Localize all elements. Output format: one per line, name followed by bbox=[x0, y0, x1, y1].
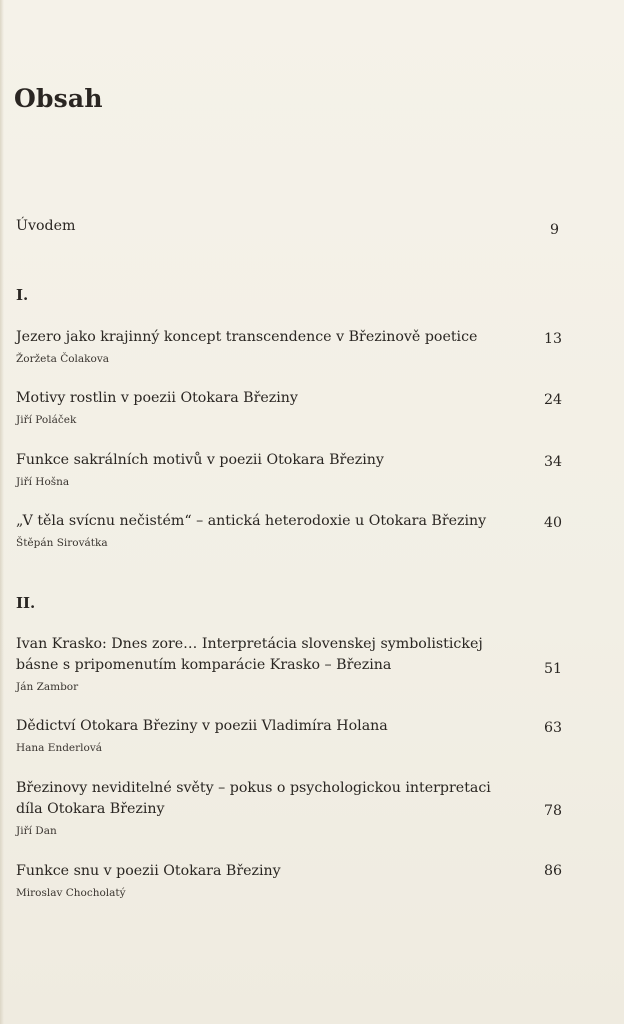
entry-author: Ján Zambor bbox=[16, 681, 79, 693]
page-edge-shadow bbox=[0, 0, 4, 1024]
entry-page-number: 86 bbox=[543, 863, 562, 879]
toc-entry bbox=[16, 778, 562, 837]
entry-page-number: 24 bbox=[543, 392, 562, 408]
entry-page-number: 63 bbox=[543, 720, 562, 736]
entry-title: Březinovy neviditelné světy – pokus o psychologickou interpretaci díla Otokara Březiny bbox=[16, 780, 491, 817]
toc-entry bbox=[16, 450, 562, 488]
toc-entry-intro bbox=[16, 218, 559, 238]
entry-page-number: 51 bbox=[543, 661, 562, 677]
toc-entry bbox=[16, 388, 562, 426]
entry-author: Jiří Hošna bbox=[16, 476, 70, 488]
toc-entry bbox=[16, 511, 562, 549]
section-label-2: II. bbox=[16, 594, 36, 612]
toc-entry bbox=[16, 716, 562, 754]
entry-author: Žoržeta Čolakova bbox=[16, 353, 110, 365]
entry-page-number: 78 bbox=[543, 803, 562, 819]
entry-title: Dědictví Otokara Březiny v poezii Vladimíra Holana bbox=[16, 718, 388, 734]
entry-author: Miroslav Chocholatý bbox=[16, 887, 126, 899]
intro-title: Úvodem bbox=[16, 218, 76, 234]
intro-page-number: 9 bbox=[549, 222, 559, 238]
entry-page-number: 13 bbox=[543, 331, 562, 347]
toc-entry bbox=[16, 861, 562, 899]
entry-title: Jezero jako krajinný koncept transcendence v Březinově poetice bbox=[16, 329, 478, 345]
entry-title: Funkce snu v poezii Otokara Březiny bbox=[16, 863, 281, 879]
entry-title: Ivan Krasko: Dnes zore… Interpretácia slovenskej symbolistickej básne s pripomenutím komparácie Krasko – Březina bbox=[16, 636, 483, 673]
toc-entry bbox=[16, 634, 562, 693]
entry-title: „V těla svícnu nečistém“ – antická heterodoxie u Otokara Březiny bbox=[16, 513, 487, 529]
section-label-1: I. bbox=[16, 286, 29, 304]
entry-author: Štěpán Sirovátka bbox=[16, 537, 108, 549]
entry-author: Jiří Dan bbox=[16, 825, 57, 837]
entry-title: Funkce sakrálních motivů v poezii Otokara Březiny bbox=[16, 452, 384, 468]
entry-page-number: 34 bbox=[543, 454, 562, 470]
entry-author: Hana Enderlová bbox=[16, 742, 103, 754]
entry-page-number: 40 bbox=[543, 515, 562, 531]
toc-entry bbox=[16, 327, 562, 365]
entry-author: Jiří Poláček bbox=[16, 414, 77, 426]
entry-title: Motivy rostlin v poezii Otokara Březiny bbox=[16, 390, 298, 406]
toc-heading: Obsah bbox=[14, 84, 103, 113]
